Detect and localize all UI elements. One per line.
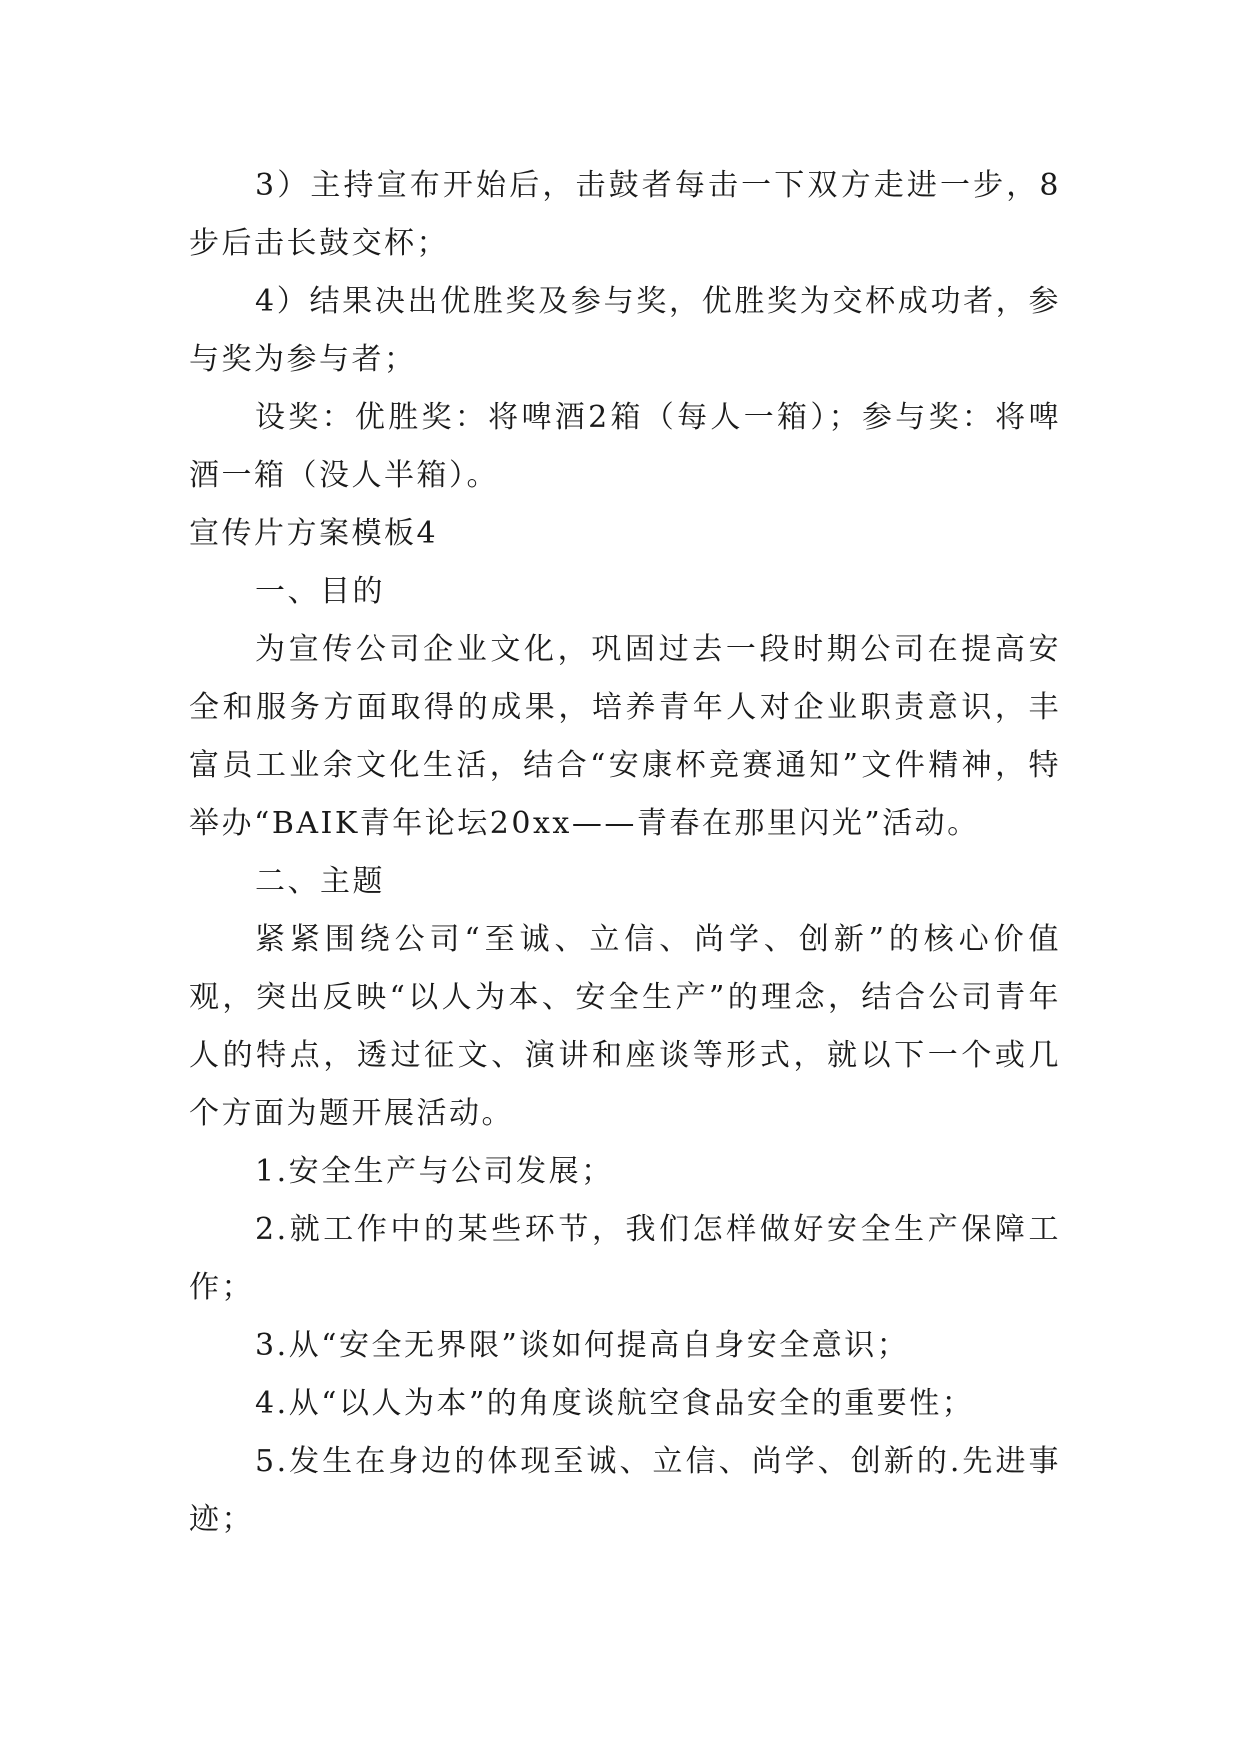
document-body [189,157,1061,1549]
list-item-2: 2.就工作中的某些环节，我们怎样做好安全生产保障工作； [189,1212,1061,1305]
list-item-5: 5.发生在身边的体现至诚、立信、尚学、创新的.先进事迹； [189,1444,1061,1537]
paragraph-purpose: 为宣传公司企业文化，巩固过去一段时期公司在提高安全和服务方面取得的成果，培养青年人对企业职责意识，丰富员工业余文化生活，结合“安康杯竞赛通知”文件精神，特举办“BAIK青年论坛20xx——青春在那里闪光”活动。 [189,632,1061,841]
list-item-1: 1.安全生产与公司发展； [255,1154,614,1189]
heading-theme: 二、主题 [255,864,385,899]
list-item-3: 3.从“安全无界限”谈如何提高自身安全意识； [255,1328,910,1363]
paragraph-step-4: 4）结果决出优胜奖及参与奖，优胜奖为交杯成功者，参与奖为参与者； [189,284,1061,377]
heading-purpose: 一、目的 [255,574,385,609]
list-item-4: 4.从“以人为本”的角度谈航空食品安全的重要性； [255,1386,975,1421]
paragraph-step-3: 3）主持宣布开始后，击鼓者每击一下双方走进一步，8步后击长鼓交杯； [189,168,1061,261]
section-title: 宣传片方案模板4 [189,516,439,551]
paragraph-prizes: 设奖：优胜奖：将啤酒2箱（每人一箱）；参与奖：将啤酒一箱（没人半箱）。 [189,400,1061,493]
paragraph-theme: 紧紧围绕公司“至诚、立信、尚学、创新”的核心价值观，突出反映“以人为本、安全生产”的理念，结合公司青年人的特点，透过征文、演讲和座谈等形式，就以下一个或几个方面为题开展活动。 [189,922,1061,1131]
